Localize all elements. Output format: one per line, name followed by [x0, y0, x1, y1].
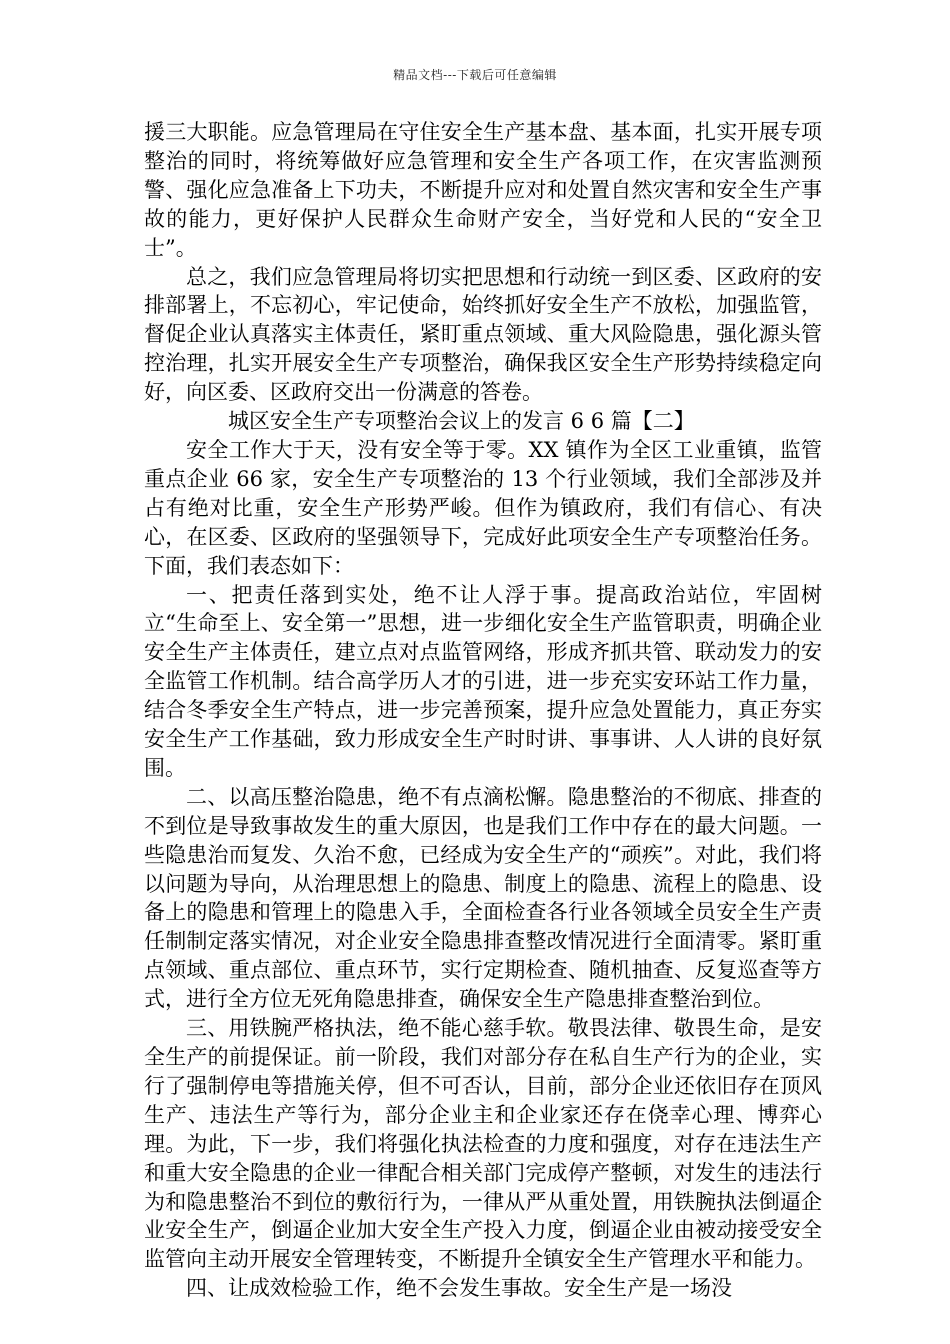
paragraph: 援三大职能。应急管理局在守住安全生产基本盘、基本面，扎实开展专项整治的同时，将统筹做好应急管理和安全生产各项工作，在灾害监测预警、强化应急准备上下功夫，不断提升应对和处置自然灾害和安全生产事故的能力，更好保护人民群众生命财产安全，当好党和人民的“安全卫士”。 — [144, 120, 822, 260]
section-title: 城区安全生产专项整治会议上的发言 6 6 篇【二】 — [228, 409, 695, 434]
document-body — [144, 118, 822, 1303]
paragraph: 二、以高压整治隐患，绝不有点滴松懈。隐患整治的不彻底、排查的不到位是导致事故发生的重大原因，也是我们工作中存在的最大问题。一些隐患治而复发、久治不愈，已经成为安全生产的“顽疾”。对此，我们将以问题为导向，从治理思想上的隐患、制度上的隐患、流程上的隐患、设备上的隐患和管理上的隐患入手，全面检查各行业各领域全员安全生产责任制制定落实情况，对企业安全隐患排查整改情况进行全面清零。紧盯重点领域、重点部位、重点环节，实行定期检查、随机抽查、反复巡查等方式，进行全方位无死角隐患排查，确保安全生产隐患排查整治到位。 — [144, 784, 822, 1012]
paragraph: 四、让成效检验工作，绝不会发生事故。安全生产是一场没 — [186, 1276, 732, 1301]
paragraph: 安全工作大于天，没有安全等于零。XX 镇作为全区工业重镇，监管重点企业 66 家，安全生产专项整治的 13 个行业领域，我们全部涉及并占有绝对比重，安全生产形势严峻。但作为镇政府，我们有信心、有决心，在区委、区政府的坚强领导下，完成好此项安全生产专项整治任务。下面，我们表态如下： — [144, 437, 822, 578]
paragraph: 三、用铁腕严格执法，绝不能心慈手软。敬畏法律、敬畏生命，是安全生产的前提保证。前一阶段，我们对部分存在私自生产行为的企业，实行了强制停电等措施关停，但不可否认，目前，部分企业还依旧存在顶风生产、违法生产等行为，部分企业主和企业家还存在侥幸心理、博弈心理。为此，下一步，我们将强化执法检查的力度和强度，对存在违法生产和重大安全隐患的企业一律配合相关部门完成停产整顿，对发生的违法行为和隐患整治不到位的敷衍行为，一律从严从重处置，用铁腕执法倒逼企业安全生产，倒逼企业加大安全生产投入力度，倒逼企业由被动接受安全监管向主动开展安全管理转变，不断提升全镇安全生产管理水平和能力。 — [144, 1016, 822, 1272]
paragraph: 总之，我们应急管理局将切实把思想和行动统一到区委、区政府的安排部署上，不忘初心，牢记使命，始终抓好安全生产不放松，加强监管，督促企业认真落实主体责任，紧盯重点领域、重大风险隐患，强化源头管控治理，扎实开展安全生产专项整治，确保我区安全生产形势持续稳定向好，向区委、区政府交出一份满意的答卷。 — [144, 264, 822, 405]
page-header: 精品文档---下载后可任意编辑 — [393, 68, 557, 82]
paragraph: 一、把责任落到实处，绝不让人浮于事。提高政治站位，牢固树立“生命至上、安全第一”思想，进一步细化安全生产监管职责，明确企业安全生产主体责任，建立点对点监管网络，形成齐抓共管、联动发力的安全监管工作机制。结合高学历人才的引进，进一步充实安环站工作力量，结合冬季安全生产特点，进一步完善预案，提升应急处置能力，真正夯实安全生产工作基础，致力形成安全生产时时讲、事事讲、人人讲的良好氛围。 — [144, 582, 822, 780]
